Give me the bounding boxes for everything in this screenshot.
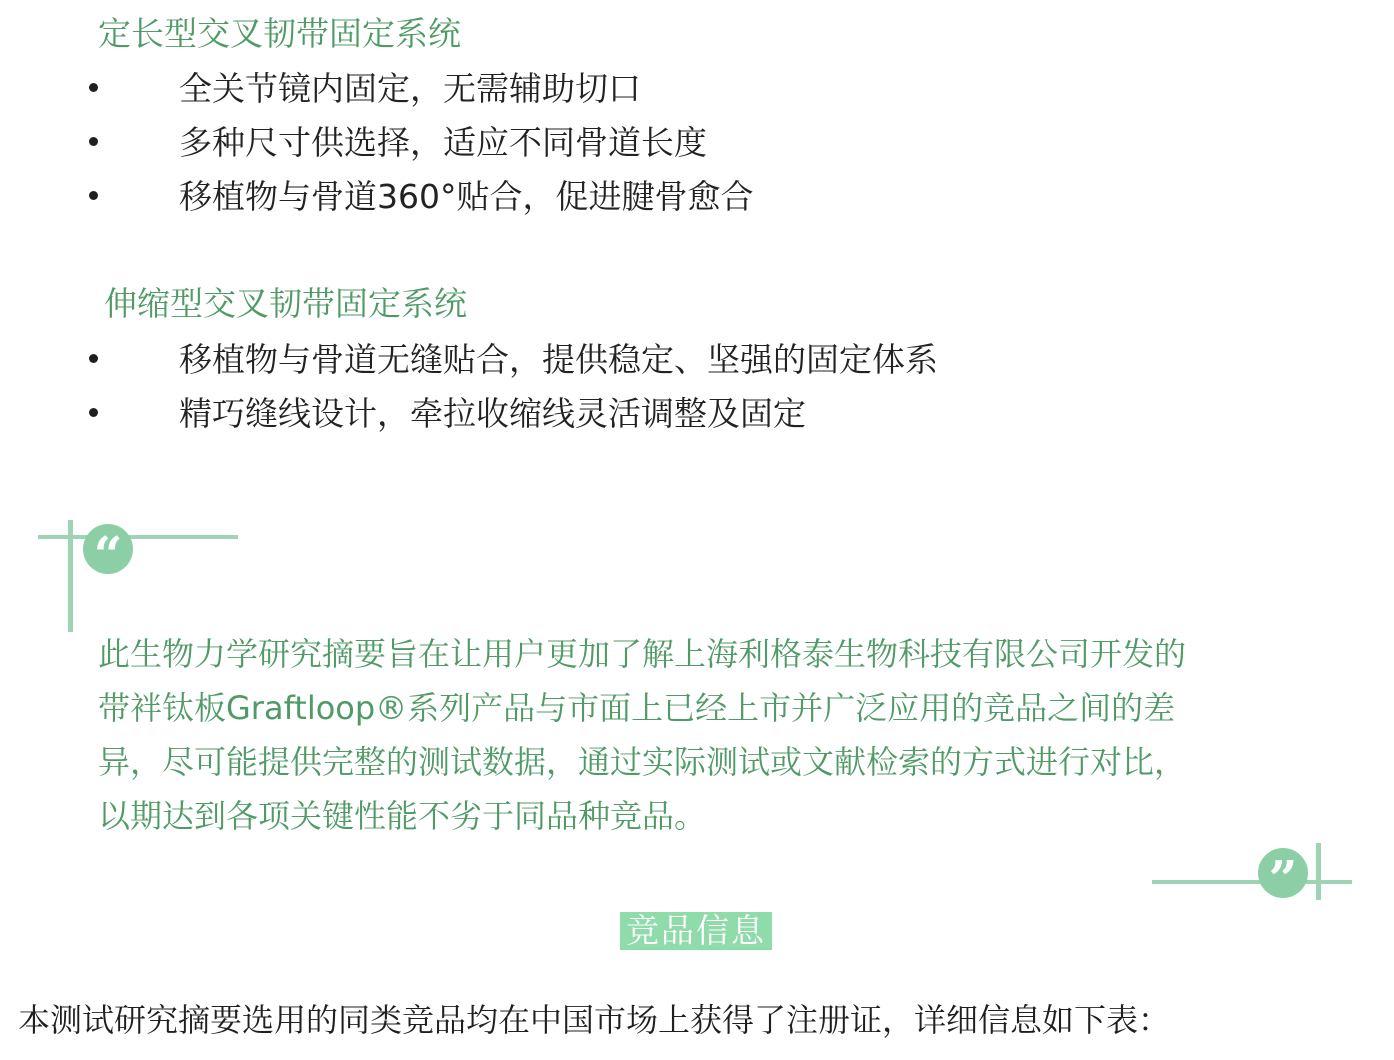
bullet-dot <box>89 191 98 200</box>
body-paragraph: 本测试研究摘要选用的同类竞品均在中国市场上获得了注册证，详细信息如下表： <box>18 1001 1171 1039</box>
open-quote-icon <box>83 524 133 584</box>
quote-line: 以期达到各项关键性能不劣于同品种竞品。 <box>98 797 707 835</box>
bullet-text: 移植物与骨道无缝贴合，提供稳定、坚强的固定体系 <box>179 340 938 379</box>
quote-text <box>98 627 1308 843</box>
bullet-dot <box>89 408 98 417</box>
list-item <box>0 63 1200 115</box>
quote-line: 此生物力学研究摘要旨在让用户更加了解上海利格泰生物科技有限公司开发的 <box>98 635 1187 673</box>
quote-line: 异，尽可能提供完整的测试数据，通过实际测试或文献检索的方式进行对比， <box>98 743 1187 781</box>
section-title-telescopic: 伸缩型交叉韧带固定系统 <box>104 284 467 323</box>
close-quote-glyph: ” <box>1268 849 1298 908</box>
bullet-text: 全关节镜内固定，无需辅助切口 <box>179 69 641 108</box>
bullet-text: 移植物与骨道360°贴合，促进腱骨愈合 <box>179 177 754 216</box>
list-item <box>0 388 1200 440</box>
quote-right-rule <box>1316 843 1321 900</box>
bullet-dot <box>89 137 98 146</box>
list-item <box>0 334 1200 386</box>
competitor-info-badge: 竞品信息 <box>620 912 772 950</box>
bullet-text: 多种尺寸供选择，适应不同骨道长度 <box>179 123 707 162</box>
bullet-dot <box>89 354 98 363</box>
list-item <box>0 171 1200 223</box>
open-quote-glyph: “ <box>93 525 123 584</box>
close-quote-icon <box>1258 848 1308 908</box>
section-title-fixed-length: 定长型交叉韧带固定系统 <box>98 14 461 53</box>
bullet-dot <box>89 83 98 92</box>
quote-left-rule <box>68 520 73 632</box>
list-item <box>0 117 1200 169</box>
quote-bottom-rule <box>1152 880 1352 884</box>
quote-line: 带袢钛板Graftloop®系列产品与市面上已经上市并广泛应用的竞品之间的差 <box>98 689 1176 727</box>
bullet-text: 精巧缝线设计，牵拉收缩线灵活调整及固定 <box>179 394 806 433</box>
